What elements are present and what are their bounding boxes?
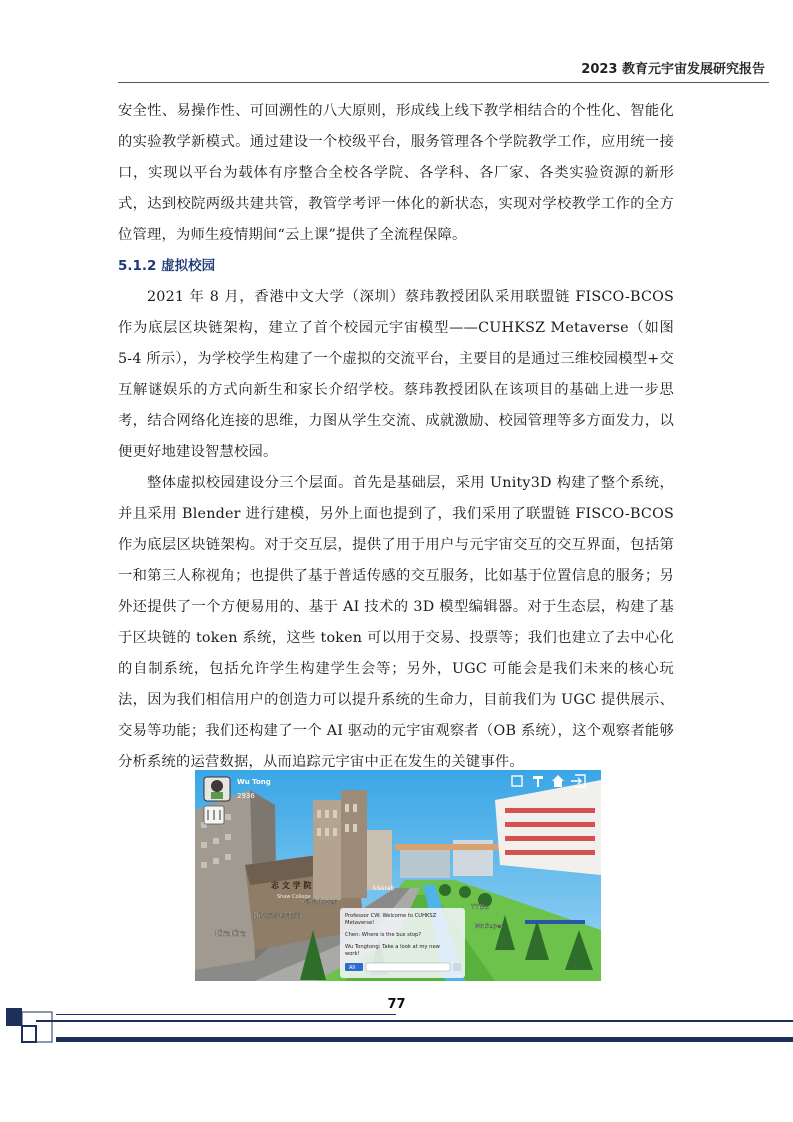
player-score: 2936: [237, 792, 255, 800]
chat-send-button[interactable]: [453, 963, 461, 971]
page-number: 77: [387, 997, 406, 1012]
avatar-label-gpa-lover: GPA lover: [303, 898, 337, 906]
avatar-label-discretemath: DiscreteMath: [253, 911, 303, 920]
page-content: [118, 96, 674, 778]
paragraph-2: 2021 年 8 月，香港中文大学（深圳）蔡玮教授团队采用联盟链 FISCO-BCOS 作为底层区块链架构，建立了首个校园元宇宙模型——CUHKSZ Metaverse（如图 5-4 所示），为学校学生构建了一个虚拟的交流平台，主要目的是通过三维校园模型+交互解谜娱乐的方式向新生和家长介绍学校。蔡玮教授团队在该项目的基础上进一步思考，结合网络化连接的思维，力图从学生交流、成就激励、校园管理等多方面发力，以便更好地建设智慧校园。: [118, 289, 674, 460]
chat-line-5: work!: [345, 951, 360, 957]
chat-line-1: Professor CW: Welcome to CUHKSZ: [345, 913, 437, 919]
building-sign: 志 文 学 院: [271, 881, 312, 890]
paragraph-3: 整体虚拟校园建设分三个层面。首先是基础层，采用 Unity3D 构建了整个系统，并且采用 Blender 进行建模，另外上面也提到了，我们采用了联盟链 FISCO-BCOS 作为底层区块链架构。对于交互层，提供了用于用户与元宇宙交互的交互界面，包括第一和第三人称视角；也提供了基于普适传感的交互服务，比如基于位置信息的服务；另外还提供了一个方便易用的、基于 AI 技术的 3D 模型编辑器。对于生态层，构建了基于区块链的 token 系统，这些 token 可以用于交易、投票等；我们也建立了去中心化的自制系统，包括允许学生构建学生会等；另外，UGC 可能会是我们未来的核心玩法，因为我们相信用户的创造力可以提升系统的生命力，目前我们为 UGC 提供展示、交易等功能；我们还构建了一个 AI 驱动的元宇宙观察者（OB 系统），这个观察者能够分析系统的运营数据，从而追踪元宇宙中正在发生的关键事件。: [118, 475, 674, 770]
chat-line-2: Metaverse!: [345, 920, 375, 926]
section-heading-virtual-campus: 5.1.2 虚拟校园: [118, 258, 216, 274]
chat-line-4: Wu Tongtong: Take a look at my new: [345, 944, 440, 950]
avatar-label-mr-super: Mr.Super: [475, 922, 504, 930]
avatar-label-yyds: YYDs: [471, 903, 489, 911]
figure-cuhksz-metaverse: [195, 770, 601, 981]
player-name: Wu Tong: [237, 778, 271, 786]
chat-input[interactable]: [366, 963, 450, 971]
avatar-label-kirakira: KiraKira: [215, 929, 247, 938]
building-sign-sub: Shaw College: [277, 894, 311, 900]
chat-line-3: Chen: Where is the bus stop?: [345, 932, 422, 938]
chat-channel-label: All: [349, 965, 356, 971]
paragraph-1: 安全性、易操作性、可回溯性的八大原则，形成线上线下教学相结合的个性化、智能化的实验教学新模式。通过建设一个校级平台，服务管理各个学院教学工作，应用统一接口，实现以平台为载体有序整合全校各学院、各学科、各厂家、各类实验资源的新形式，达到校院两级共建共管，教管学考评一体化的新状态，实现对学校教学工作的全方位管理，为师生疫情期间“云上课”提供了全流程保障。: [118, 103, 674, 243]
running-header-title: 2023 教育元宇宙发展研究报告: [581, 62, 765, 77]
avatar-label-kissrab: kissrab: [373, 885, 395, 892]
header-divider: [118, 82, 769, 83]
bridge: [395, 844, 500, 850]
